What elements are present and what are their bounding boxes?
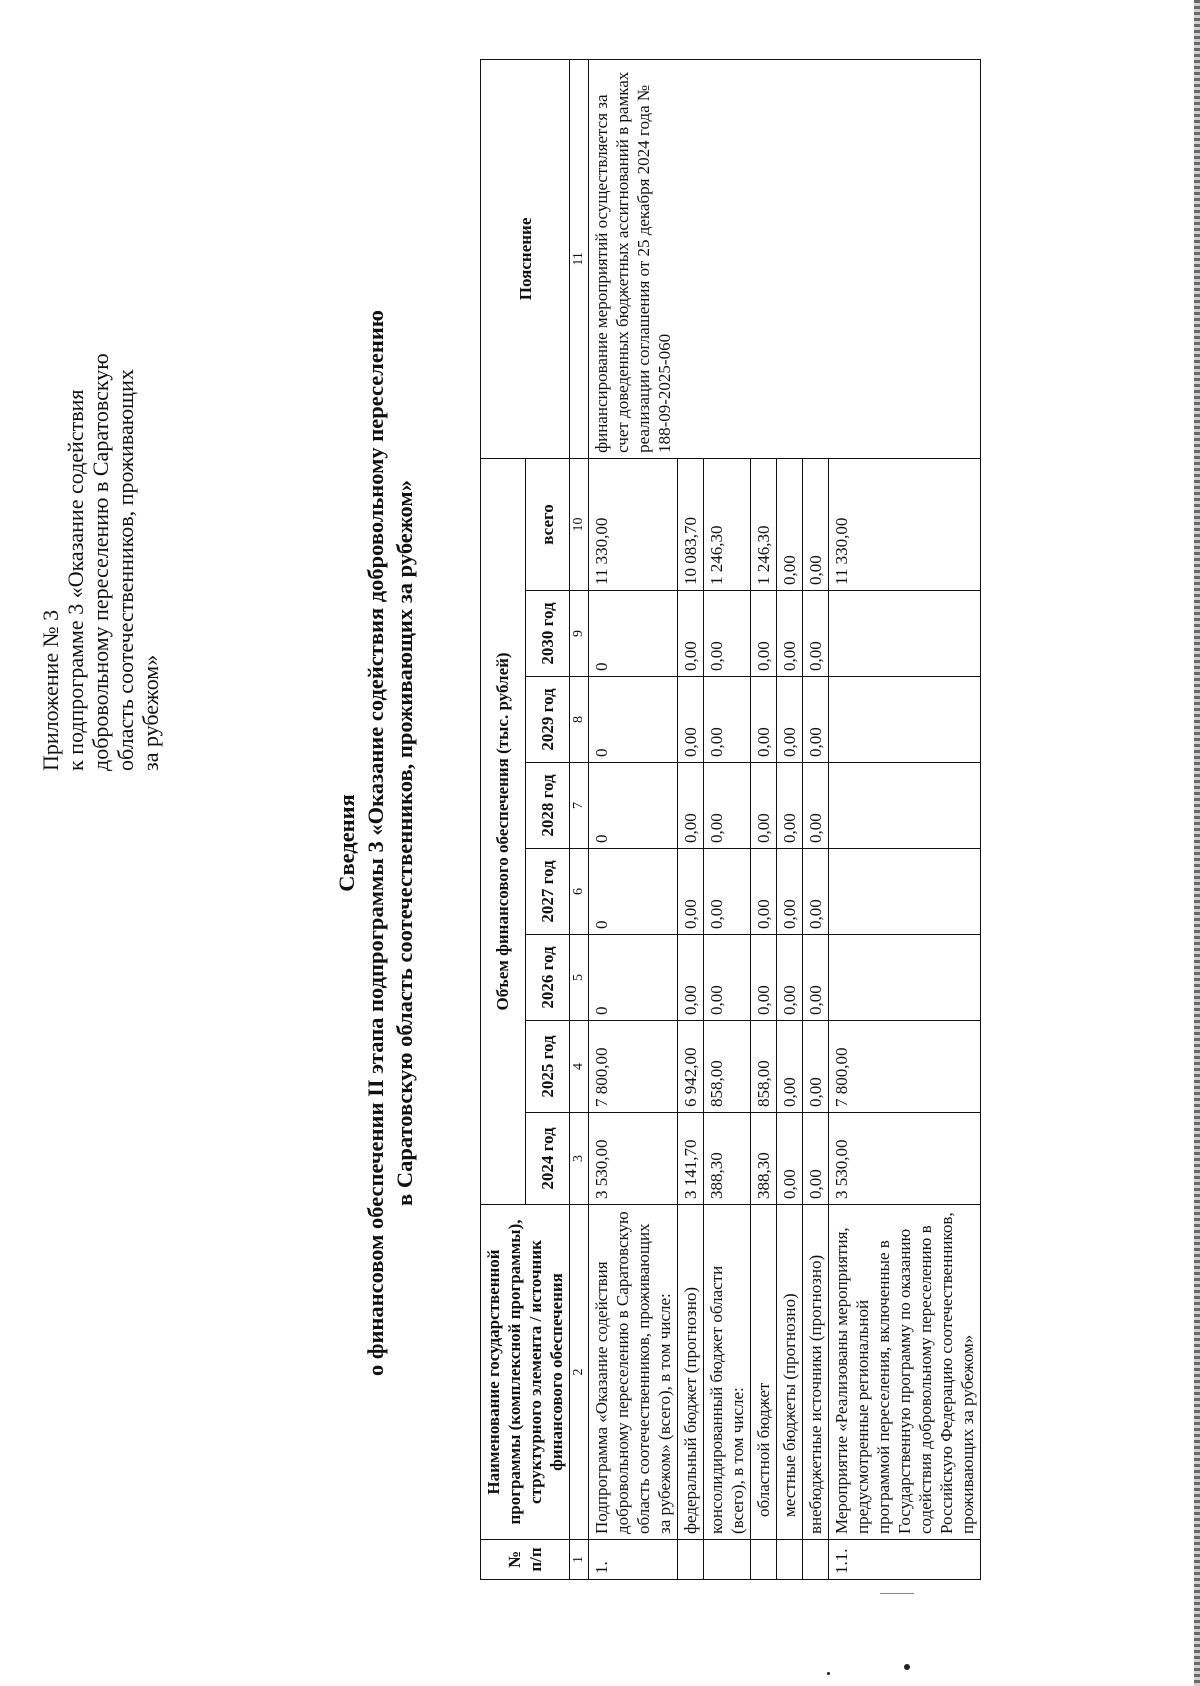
- value-cell: 0,00: [678, 591, 704, 677]
- value-cell: 3 530,00: [589, 1113, 678, 1205]
- column-number: 3: [570, 1113, 589, 1205]
- header-volume: Объем финансового обеспечения (тыс. рублей): [481, 458, 526, 1204]
- total-cell: 0,00: [777, 458, 803, 590]
- value-cell: 0,00: [678, 935, 704, 1021]
- title-subtitle: о финансовом обеспечении II этапа подпрограммы 3 «Оказание содействия добровольному переселению: [363, 310, 388, 1376]
- header-year: 2028 год: [525, 763, 570, 849]
- header-explanation: Пояснение: [481, 59, 570, 458]
- value-cell: 0,00: [777, 1021, 803, 1113]
- value-cell: [829, 763, 981, 849]
- value-cell: 0,00: [751, 677, 777, 763]
- row-name: внебюджетные источники (прогнозно): [803, 1205, 829, 1540]
- value-cell: 0,00: [777, 677, 803, 763]
- row-name: областной бюджет: [751, 1205, 777, 1540]
- column-number: 11: [570, 59, 589, 458]
- row-num: [678, 1540, 704, 1580]
- header-year: 2029 год: [525, 677, 570, 763]
- value-cell: 0,00: [803, 1021, 829, 1113]
- value-cell: [829, 849, 981, 935]
- row-name: местные бюджеты (прогнозно): [777, 1205, 803, 1540]
- header-name: Наименование государственной программы (комплексной программы), структурного элемента / источник финансового обеспечения: [481, 1205, 570, 1540]
- value-cell: 0,00: [704, 591, 751, 677]
- value-cell: 0,00: [777, 849, 803, 935]
- value-cell: 7 800,00: [589, 1021, 678, 1113]
- value-cell: 388,30: [704, 1113, 751, 1205]
- value-cell: 0,00: [678, 677, 704, 763]
- column-number: 6: [570, 849, 589, 935]
- header-total: всего: [525, 458, 570, 590]
- row-num: [777, 1540, 803, 1580]
- header-year: 2030 год: [525, 591, 570, 677]
- value-cell: [829, 935, 981, 1021]
- header-num: № п/п: [481, 1540, 570, 1580]
- value-cell: 388,30: [751, 1113, 777, 1205]
- value-cell: 0,00: [704, 677, 751, 763]
- row-num: [803, 1540, 829, 1580]
- row-num: [704, 1540, 751, 1580]
- value-cell: 3 141,70: [678, 1113, 704, 1205]
- value-cell: 6 942,00: [678, 1021, 704, 1113]
- title-main: Сведения: [334, 794, 359, 892]
- header-year: 2026 год: [525, 935, 570, 1021]
- value-cell: 0,00: [803, 763, 829, 849]
- header-year: 2027 год: [525, 849, 570, 935]
- row-num: 1.: [589, 1540, 678, 1580]
- value-cell: 0: [589, 763, 678, 849]
- value-cell: 0: [589, 591, 678, 677]
- value-cell: 0,00: [777, 935, 803, 1021]
- value-cell: 0,00: [777, 1113, 803, 1205]
- column-number: 5: [570, 935, 589, 1021]
- value-cell: 0,00: [777, 763, 803, 849]
- column-number: 9: [570, 591, 589, 677]
- value-cell: 0,00: [704, 763, 751, 849]
- title-subtitle: в Саратовскую область соотечественников, проживающих за рубежом»: [392, 480, 417, 1206]
- value-cell: 0,00: [777, 591, 803, 677]
- appendix-reference-line: область соотечественников, проживающих: [113, 369, 138, 771]
- column-number: 10: [570, 458, 589, 590]
- value-cell: 0: [589, 935, 678, 1021]
- column-number: 8: [570, 677, 589, 763]
- column-number: 1: [570, 1540, 589, 1580]
- document-title: [332, 0, 419, 1686]
- value-cell: [829, 677, 981, 763]
- table-header-row: [481, 59, 526, 1579]
- total-cell: 1 246,30: [751, 458, 777, 590]
- value-cell: 858,00: [751, 1021, 777, 1113]
- value-cell: 0,00: [751, 591, 777, 677]
- total-cell: 11 330,00: [829, 458, 981, 590]
- total-cell: 0,00: [803, 458, 829, 590]
- value-cell: 0,00: [803, 935, 829, 1021]
- value-cell: 0: [589, 849, 678, 935]
- value-cell: [829, 591, 981, 677]
- value-cell: 0,00: [678, 763, 704, 849]
- appendix-reference-line: за рубежом»: [138, 654, 163, 771]
- row-name: консолидированный бюджет области (всего), в том числе:: [704, 1205, 751, 1540]
- appendix-reference-line: к подпрограмме 3 «Оказание содействия: [63, 389, 88, 771]
- value-cell: 0,00: [803, 677, 829, 763]
- header-year: 2025 год: [525, 1021, 570, 1113]
- value-cell: 858,00: [704, 1021, 751, 1113]
- appendix-number: Приложение № 3: [38, 609, 63, 771]
- column-number-row: [570, 59, 589, 1579]
- header-year: 2024 год: [525, 1113, 570, 1205]
- column-number: 7: [570, 763, 589, 849]
- row-name: федеральный бюджет (прогнозно): [678, 1205, 704, 1540]
- row-name: Мероприятие «Реализованы мероприятия, предусмотренные региональной программой переселения, включенные в Государственную программу по оказанию содействия добровольному переселению в Российскую Федерацию соотечественников, проживающих за рубежом»: [829, 1205, 981, 1540]
- value-cell: 0,00: [704, 849, 751, 935]
- row-name: Подпрограмма «Оказание содействия добровольному переселению в Саратовскую область соотечественников, проживающих за рубежом» (всего), в том числе:: [589, 1205, 678, 1540]
- row-num: [751, 1540, 777, 1580]
- explanation-cell: финансирование мероприятий осуществляется за счет доведенных бюджетных ассигнований в рамках реализации соглашения от 25 декабря 2024 года № 188-09-2025-060: [589, 59, 981, 458]
- value-cell: 0,00: [751, 849, 777, 935]
- appendix-reference-line: добровольному переселению в Саратовскую: [88, 353, 113, 771]
- total-cell: 10 083,70: [678, 458, 704, 590]
- row-num: 1.1.: [829, 1540, 981, 1580]
- total-cell: 1 246,30: [704, 458, 751, 590]
- financing-table: [480, 59, 981, 1580]
- value-cell: 0,00: [803, 1113, 829, 1205]
- value-cell: 7 800,00: [829, 1021, 981, 1113]
- value-cell: 0,00: [751, 763, 777, 849]
- total-cell: 11 330,00: [589, 458, 678, 590]
- value-cell: 0,00: [678, 849, 704, 935]
- appendix-header: [38, 151, 163, 771]
- value-cell: 3 530,00: [829, 1113, 981, 1205]
- value-cell: 0,00: [704, 935, 751, 1021]
- value-cell: 0,00: [751, 935, 777, 1021]
- value-cell: 0,00: [803, 849, 829, 935]
- column-number: 4: [570, 1021, 589, 1113]
- value-cell: 0: [589, 677, 678, 763]
- column-number: 2: [570, 1205, 589, 1540]
- value-cell: 0,00: [803, 591, 829, 677]
- table-row: [589, 59, 678, 1579]
